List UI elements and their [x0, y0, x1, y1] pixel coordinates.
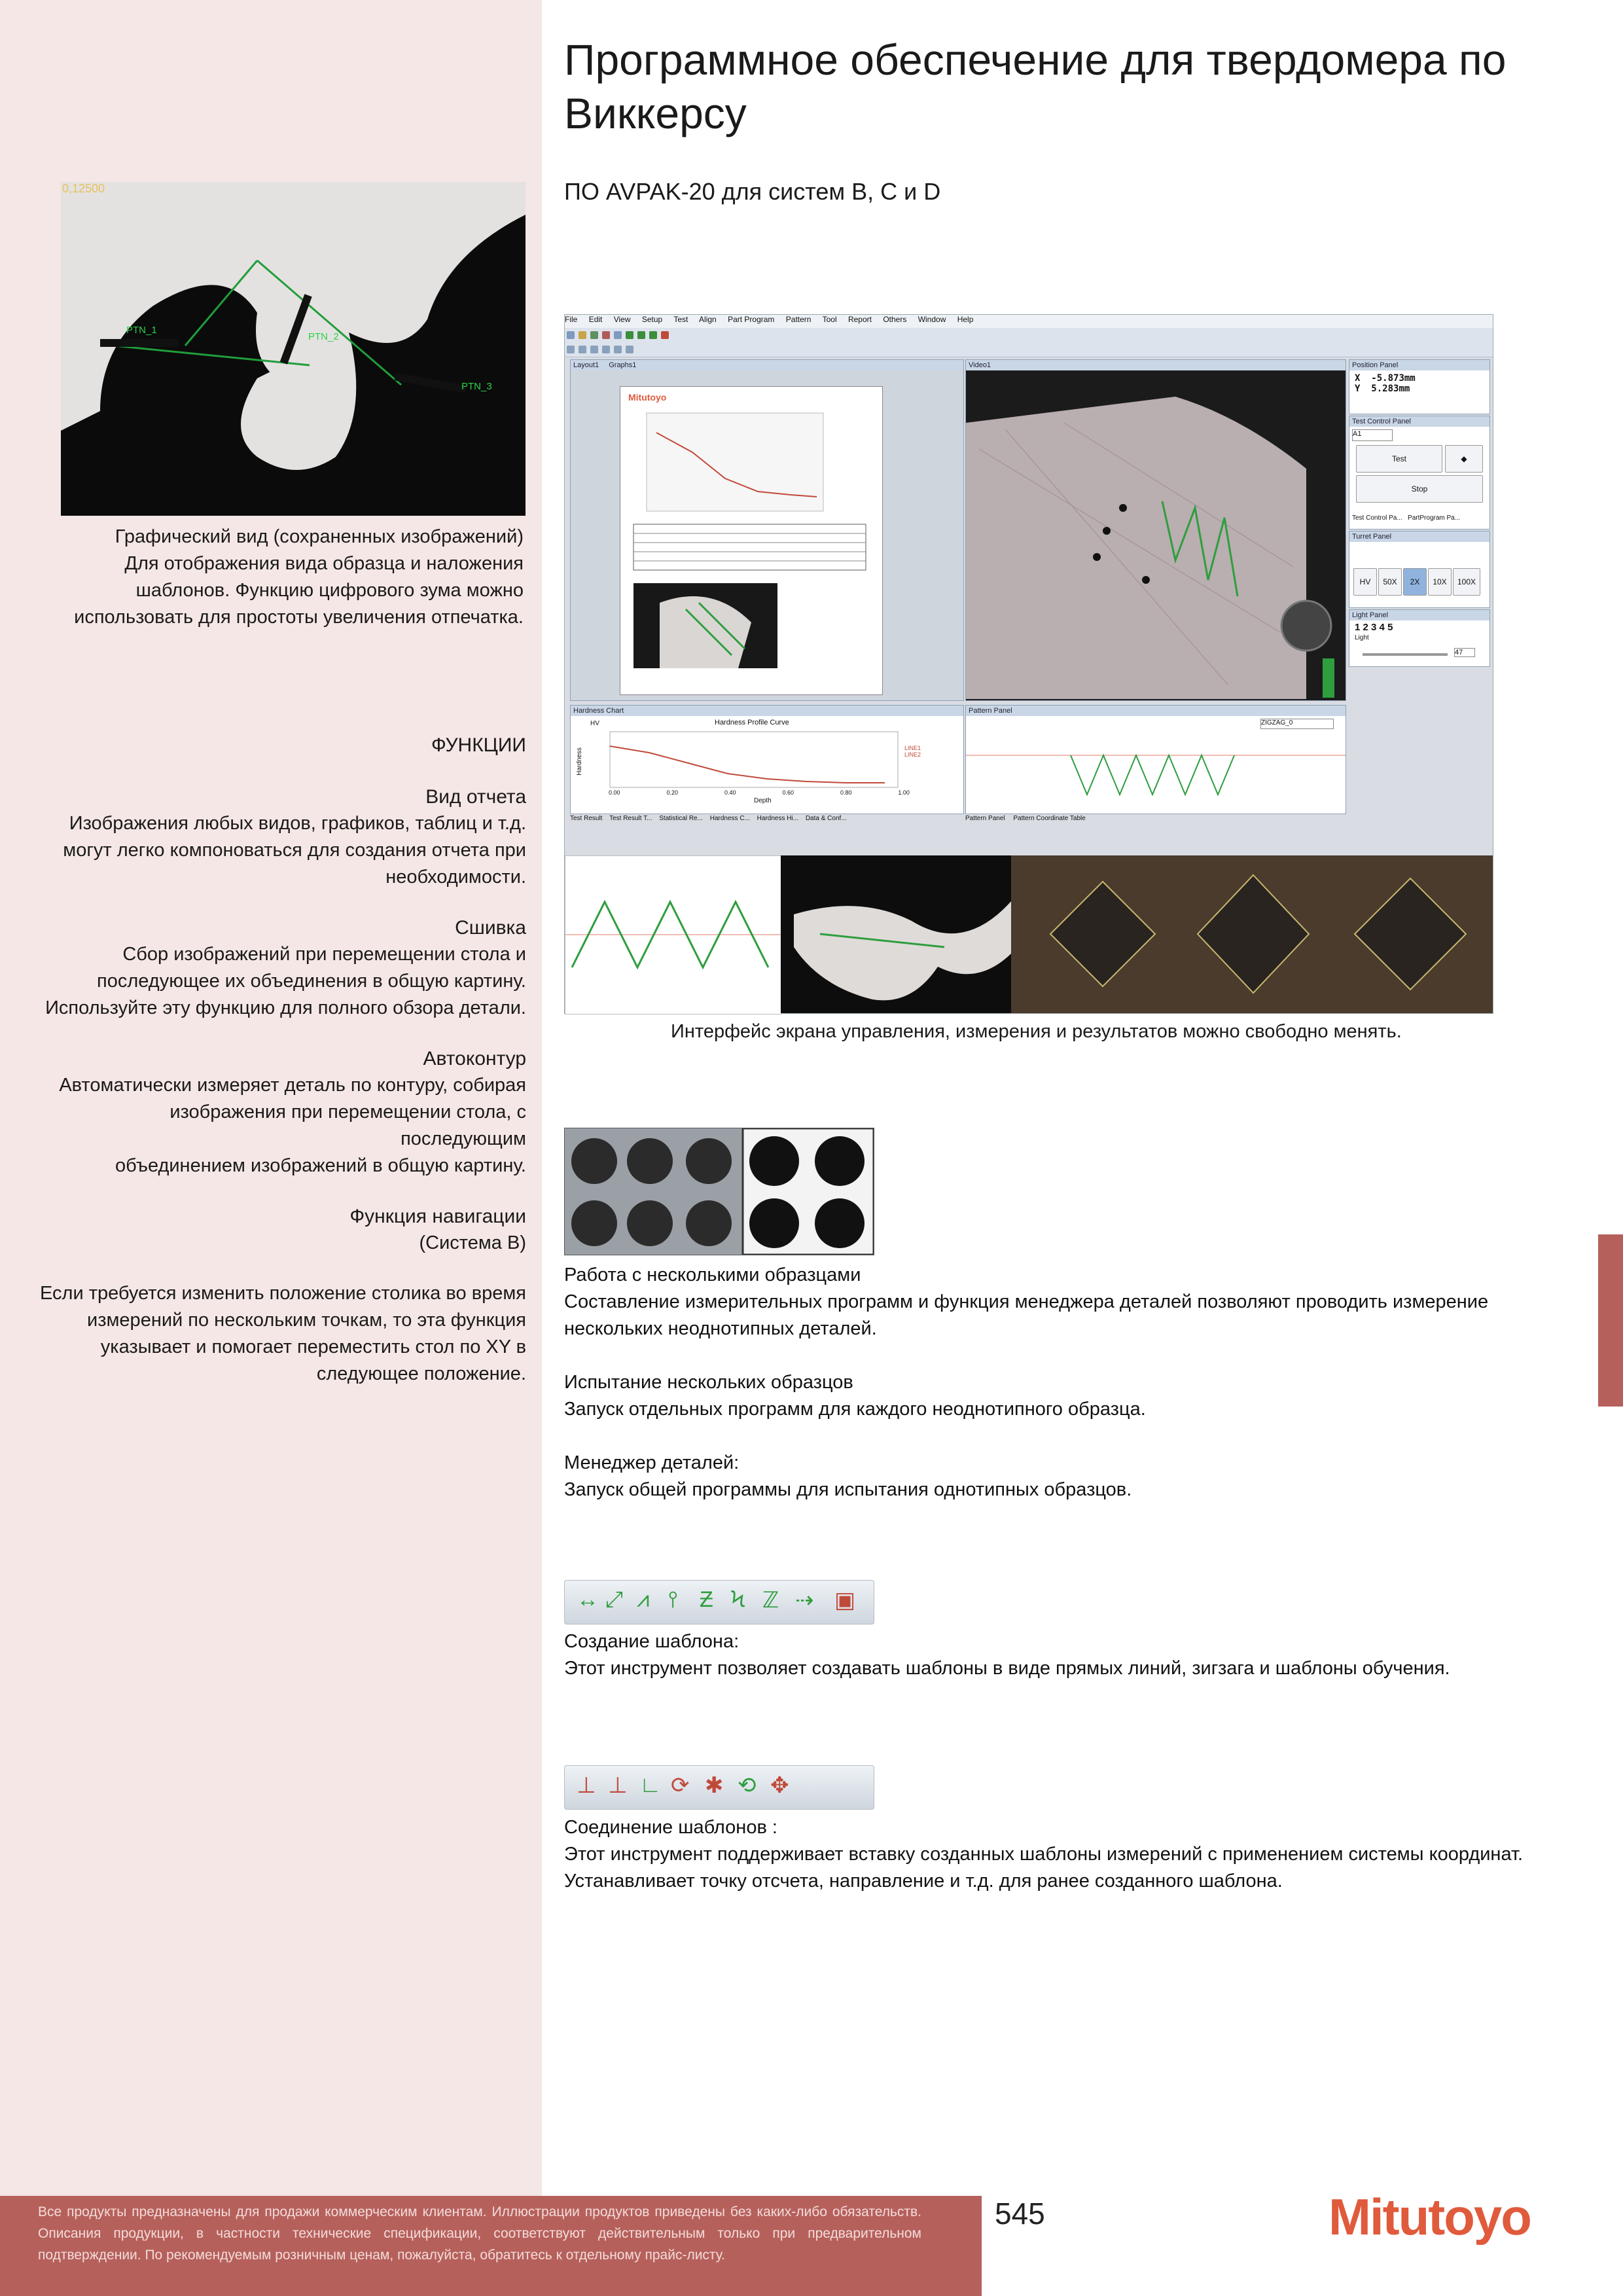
toolbar-icon[interactable]: [614, 331, 622, 339]
tab-hardness-hi[interactable]: Hardness Hi...: [757, 815, 799, 822]
toolbar-icon[interactable]: [567, 346, 575, 353]
layout-panel: [570, 359, 964, 701]
turret-2x-button[interactable]: 2X: [1403, 568, 1427, 596]
legend-line1: LINE1: [904, 745, 921, 751]
turret-50x-button[interactable]: 50X: [1378, 568, 1402, 596]
menu-setup[interactable]: Setup: [641, 315, 663, 324]
x-tick: 0.40: [724, 789, 736, 796]
pattern-markers-1: [100, 339, 179, 347]
report-page: [620, 386, 883, 695]
diagonal-pattern-icon[interactable]: ⤢: [605, 1587, 624, 1612]
light-slider[interactable]: [1363, 653, 1448, 656]
z-pattern-icon[interactable]: Ƶ: [700, 1587, 713, 1612]
multiple-samples-text-1: Составление измерительных программ и функция менеджера деталей позволяют проводить измерение: [564, 1291, 1489, 1312]
tab-pattern-panel[interactable]: Pattern Panel: [965, 815, 1005, 822]
menu-edit[interactable]: Edit: [588, 315, 603, 324]
bottom-tabs-right: [965, 815, 1086, 822]
function-text-stitch-1: Сбор изображений при перемещении стола и: [122, 944, 526, 965]
turret-hv-button[interactable]: HV: [1353, 568, 1377, 596]
hardness-chart-title: Hardness Profile Curve: [715, 719, 789, 726]
test-button[interactable]: Test: [1356, 445, 1442, 473]
toolbar-icon[interactable]: [590, 331, 598, 339]
function-subtitle-navigation: (Система B): [419, 1232, 526, 1253]
video-tab[interactable]: Video1: [966, 360, 1346, 370]
light-2[interactable]: 2: [1363, 622, 1368, 633]
graphic-view-image: [61, 182, 526, 516]
hardness-chart-ylabel: Hardness: [575, 747, 583, 776]
layout-tabs: [571, 360, 963, 370]
ptn-label-1: PTN_1: [126, 325, 157, 336]
menu-bar: [565, 315, 1493, 328]
arrow-pattern-icon[interactable]: ⇢: [795, 1588, 814, 1613]
legend-line2: LINE2: [904, 751, 921, 758]
x-tick: 0.80: [840, 789, 852, 796]
section-tab-marker: [1598, 1234, 1623, 1407]
multi-test-title: Испытание нескольких образцов: [564, 1372, 853, 1393]
move-icon[interactable]: ✥: [770, 1773, 789, 1798]
pattern-create-toolbar: [564, 1580, 874, 1624]
coord-corner-icon[interactable]: ∟: [639, 1772, 662, 1797]
light-5[interactable]: 5: [1387, 622, 1393, 633]
light-4[interactable]: 4: [1379, 622, 1385, 633]
zoom-value-label: 0,12500: [62, 182, 105, 195]
custom-pattern-icon[interactable]: ▣: [834, 1588, 856, 1613]
indentation-view: [1011, 855, 1493, 1013]
hardness-chart-legend: [904, 745, 921, 758]
toolbar-icon[interactable]: [602, 331, 610, 339]
caption-line-1: Графический вид (сохраненных изображений): [115, 526, 524, 547]
stitched-part-view: [781, 855, 1011, 1013]
function-text-autocontour-2: изображения при перемещении стола, с последующим: [169, 1102, 526, 1149]
function-text-autocontour-3: объединением изображений в общую картину.: [115, 1155, 526, 1176]
hardness-chart-panel-title: Hardness Chart: [571, 706, 963, 716]
test-control-panel: [1349, 416, 1490, 529]
menu-report[interactable]: Report: [847, 315, 872, 324]
menu-view[interactable]: View: [613, 315, 631, 324]
pattern-panel-title: Pattern Panel: [966, 706, 1346, 716]
multiple-samples-section: [564, 1262, 1559, 1503]
position-x-value: -5.873mm: [1371, 373, 1416, 384]
navigation-text-1: Если требуется изменить положение столика во время: [40, 1283, 526, 1304]
test-panel-tabs: [1352, 514, 1460, 522]
caption-line-3: шаблонов. Функцию цифрового зума можно: [135, 580, 524, 601]
zigzag-view-svg: [565, 856, 781, 1014]
function-title-report: Вид отчета: [425, 786, 526, 808]
x-tick: 1.00: [898, 789, 910, 796]
page-title: [564, 33, 1585, 140]
menu-others[interactable]: Others: [883, 315, 907, 324]
stitched-part-svg: [781, 855, 1011, 1013]
toolbar-1: [565, 328, 1493, 343]
function-title-stitch: Сшивка: [455, 917, 526, 939]
zigzag-view: [565, 855, 782, 1014]
function-text-report-3: необходимости.: [385, 867, 526, 888]
test-field[interactable]: A1: [1352, 429, 1393, 441]
video-panel: [965, 359, 1346, 701]
turret-panel-title: Turret Panel: [1349, 531, 1489, 542]
x-tick: 0.00: [609, 789, 620, 796]
toolbar-icon[interactable]: [649, 331, 657, 339]
x-tick: 0.20: [666, 789, 679, 796]
tab-data-conf[interactable]: Data & Conf...: [805, 815, 847, 822]
ptn-label-3: PTN_3: [461, 381, 492, 392]
samples-svg: [565, 1128, 874, 1255]
x-tick: 0.60: [782, 789, 794, 796]
position-y-label: Y: [1355, 384, 1361, 394]
zigzag-pattern-icon[interactable]: ⩘: [637, 1587, 650, 1612]
position-panel-title: Position Panel: [1349, 360, 1489, 370]
toolbar-icon[interactable]: [661, 331, 669, 339]
coord-axis-icon[interactable]: ⊥: [608, 1773, 628, 1798]
function-title-navigation: Функция навигации: [349, 1206, 526, 1227]
report-brand: Mitutoyo: [628, 392, 667, 403]
bottom-tabs-left: [570, 815, 847, 822]
tab-statistical[interactable]: Statistical Re...: [659, 815, 703, 822]
toolbar-2: [565, 342, 1493, 357]
graphic-view-caption: [39, 524, 524, 631]
stop-button[interactable]: Stop: [1356, 475, 1483, 503]
cross-icon[interactable]: ✱: [705, 1773, 724, 1798]
brand-logo: Mitutoyo: [1329, 2188, 1531, 2246]
video-image-svg: [966, 370, 1346, 699]
diamond-button[interactable]: ◆: [1445, 445, 1483, 473]
tab-test-result[interactable]: Test Result: [570, 815, 603, 822]
menu-tool[interactable]: Tool: [822, 315, 837, 324]
menu-window[interactable]: Window: [918, 315, 946, 324]
pattern-connect-toolbar: [564, 1765, 874, 1810]
tab-hardness-c[interactable]: Hardness C...: [709, 815, 750, 822]
hardness-chart-ylabel-unit: HV: [590, 720, 599, 727]
tab-test-result-t[interactable]: Test Result T...: [609, 815, 652, 822]
pattern-zigzag-svg: [966, 729, 1346, 814]
tab-pattern-coordinate[interactable]: Pattern Coordinate Table: [1013, 815, 1086, 822]
hardness-chart-xticks: [609, 789, 910, 796]
multiple-samples-image: [564, 1128, 874, 1255]
menu-file[interactable]: File: [565, 315, 578, 324]
turret-panel: [1349, 531, 1490, 608]
bottom-image-strip: [565, 855, 1493, 1013]
menu-pattern[interactable]: Pattern: [785, 315, 812, 324]
pattern-create-title: Создание шаблона:: [564, 1631, 740, 1652]
test-panel-title: Test Control Panel: [1349, 416, 1489, 427]
light-panel-title: Light Panel: [1349, 610, 1489, 620]
position-x-label: X: [1355, 373, 1361, 384]
pattern-create-section: [564, 1628, 1559, 1682]
toolbar-icon[interactable]: [579, 346, 586, 353]
software-screenshot: [564, 314, 1493, 1014]
functions-heading: ФУНКЦИИ: [431, 734, 526, 756]
function-text-report-1: Изображения любых видов, графиков, таблиц и т.д.: [69, 813, 526, 834]
navigation-text-4: следующее положение.: [316, 1363, 526, 1384]
menu-part-program[interactable]: Part Program: [728, 315, 775, 324]
caption-line-4: использовать для простоты увеличения отпечатка.: [74, 607, 524, 628]
circle-arrows-icon[interactable]: ⟲: [738, 1773, 757, 1798]
pattern-connect-text-1: Этот инструмент поддерживает вставку созданных шаблоны измерений с применением системы координат.: [564, 1844, 1524, 1865]
report-content-svg: [620, 387, 882, 694]
multi-test-text: Запуск отдельных программ для каждого неоднотипного образца.: [564, 1399, 1146, 1420]
pattern-markers-3: [395, 372, 467, 393]
position-panel: [1349, 359, 1490, 414]
turret-10x-button[interactable]: 10X: [1428, 568, 1452, 596]
multiple-samples-text-2: нескольких неоднотипных деталей.: [564, 1318, 877, 1339]
functions-section: [39, 732, 526, 1388]
pattern-create-text: Этот инструмент позволяет создавать шаблоны в виде прямых линий, зигзага и шаблоны обучения.: [564, 1658, 1450, 1679]
page-subtitle: ПО AVPAK-20 для систем B, C и D: [564, 178, 941, 205]
caption-line-2: Для отображения вида образца и наложения: [124, 553, 524, 574]
menu-test[interactable]: Test: [673, 315, 688, 324]
toolbar-icon[interactable]: [579, 331, 586, 339]
toolbar-icon[interactable]: [567, 331, 575, 339]
tab-graphs1[interactable]: Graphs1: [609, 361, 637, 369]
rotate-icon[interactable]: ⟳: [671, 1773, 690, 1798]
part-manager-text: Запуск общей программы для испытания однотипных образцов.: [564, 1479, 1132, 1500]
tab-layout1[interactable]: Layout1: [573, 361, 599, 369]
pattern-connect-section: [564, 1814, 1559, 1895]
zigzag-horizontal-icon[interactable]: ⫯: [668, 1587, 678, 1612]
coord-origin-icon[interactable]: ⊥: [577, 1773, 596, 1798]
tab-partprogram[interactable]: PartProgram Pa...: [1408, 514, 1461, 522]
screenshot-caption: Интерфейс экрана управления, измерения и результатов можно свободно менять.: [671, 1021, 1402, 1042]
ptn-label-2: PTN_2: [308, 331, 339, 342]
toolbar-icon[interactable]: [614, 346, 622, 353]
page-number: 545: [995, 2197, 1045, 2231]
indentation-svg: [1011, 855, 1493, 1013]
line-pattern-icon[interactable]: ↔: [577, 1587, 599, 1612]
light-panel: [1349, 609, 1490, 667]
toolbar-icon[interactable]: [590, 346, 598, 353]
pattern-panel: [965, 705, 1346, 814]
position-y-value: 5.283mm: [1371, 384, 1410, 394]
hardness-chart-xlabel: Depth: [754, 797, 772, 804]
function-text-stitch-2: последующее их объединения в общую картину.: [97, 971, 526, 992]
s-pattern-icon[interactable]: Ϟ: [731, 1587, 745, 1612]
toolbar-icon[interactable]: [626, 346, 633, 353]
toolbar-icon[interactable]: [626, 331, 633, 339]
turret-100x-button[interactable]: 100X: [1453, 568, 1480, 596]
menu-help[interactable]: Help: [957, 315, 974, 324]
part-manager-title: Менеджер деталей:: [564, 1452, 740, 1473]
function-title-autocontour: Автоконтур: [423, 1048, 526, 1069]
light-label: Light: [1355, 634, 1369, 641]
page-title-line-2: Виккерсу: [564, 89, 747, 137]
light-value[interactable]: 47: [1454, 648, 1475, 657]
multiple-samples-title: Работа с несколькими образцами: [564, 1265, 861, 1285]
pattern-connect-text-2: Устанавливает точку отсчета, направление и т.д. для ранее созданного шаблона.: [564, 1871, 1283, 1892]
footer-disclaimer: Все продукты предназначены для продажи коммерческим клиентам. Иллюстрации продуктов приведены без каких-либо обязательств. Описания продукции, в частности технические спецификации, соответствуют действительным только при предварительном подтверждении. По рекомендуемым розничным ценам, пожалуйста, обратитесь к отдельному прайс-листу.: [38, 2204, 921, 2263]
toolbar-icon[interactable]: [602, 346, 610, 353]
hardness-chart-panel: [570, 705, 964, 814]
toolbar-icon[interactable]: [637, 331, 645, 339]
function-text-report-2: могут легко компоноваться для создания отчета при: [63, 840, 526, 861]
navigation-text-2: измерений по нескольким точкам, то эта функция: [87, 1310, 526, 1331]
function-text-autocontour-1: Автоматически измеряет деталь по контуру, собирая: [59, 1075, 526, 1096]
navigation-text-3: указывает и помогает переместить стол по XY в: [100, 1336, 526, 1357]
light-1[interactable]: 1: [1355, 622, 1361, 633]
pattern-field[interactable]: ZIGZAG_0: [1260, 719, 1334, 729]
menu-align[interactable]: Align: [699, 315, 717, 324]
teach-pattern-icon[interactable]: ℤ: [762, 1588, 779, 1613]
function-text-stitch-3: Используйте эту функцию для полного обзора детали.: [45, 997, 526, 1018]
tab-test-control[interactable]: Test Control Pa...: [1352, 514, 1402, 522]
page-title-line-1: Программное обеспечение для твердомера по: [564, 35, 1507, 84]
graphic-view-svg: [61, 182, 526, 516]
light-3[interactable]: 3: [1371, 622, 1377, 633]
pattern-connect-title: Соединение шаблонов :: [564, 1817, 777, 1838]
